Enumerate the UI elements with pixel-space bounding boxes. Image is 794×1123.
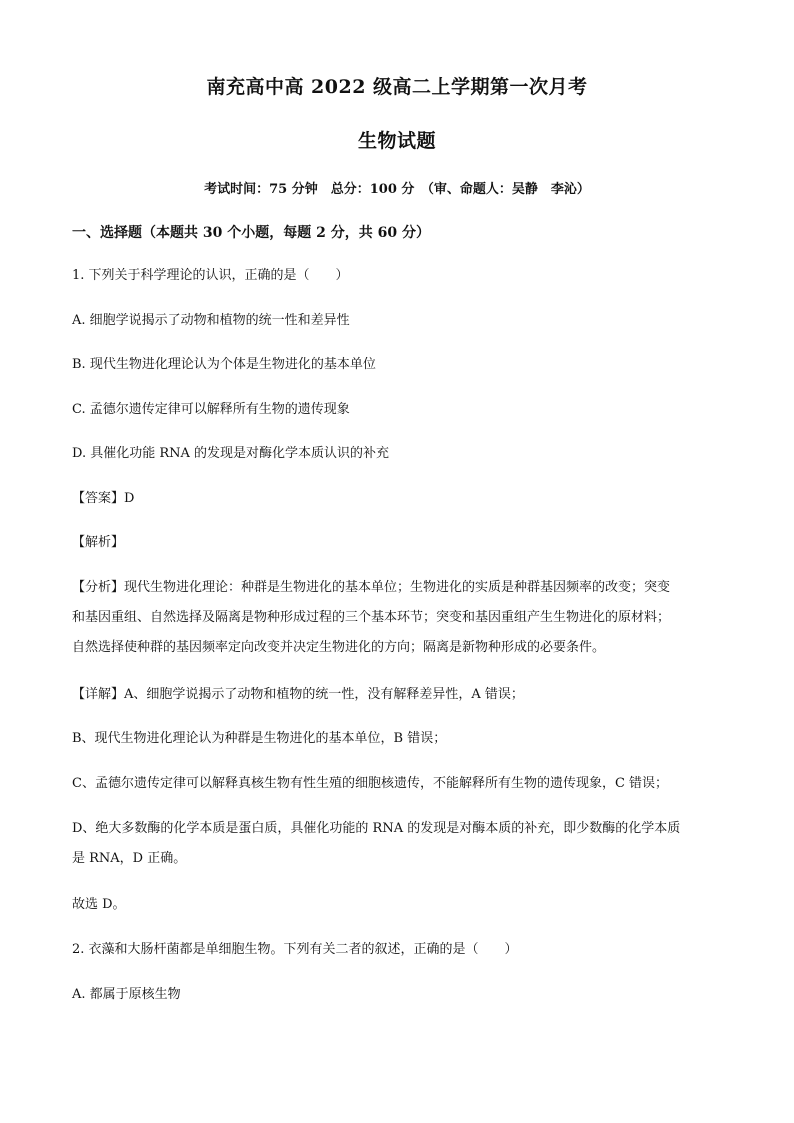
question-2-stem: 2. 衣藻和大肠杆菌都是单细胞生物。下列有关二者的叙述，正确的是（ ） bbox=[72, 942, 518, 957]
question-1-analysis-label: 【解析】 bbox=[72, 535, 125, 550]
detail-line-5: 是 RNA，D 正确。 bbox=[72, 851, 187, 866]
detail-line-3: C、孟德尔遗传定律可以解释真核生物有性生殖的细胞核遗传，不能解释所有生物的遗传现象，C 错误； bbox=[72, 776, 669, 791]
question-1-option-a: A. 细胞学说揭示了动物和植物的统一性和差异性 bbox=[72, 313, 350, 328]
question-1-option-b: B. 现代生物进化理论认为个体是生物进化的基本单位 bbox=[72, 357, 376, 372]
analysis-line-3: 自然选择使种群的基因频率定向改变并决定生物进化的方向；隔离是新物种形成的必要条件。 bbox=[72, 640, 606, 655]
question-1-answer: 【答案】D bbox=[72, 491, 135, 506]
exam-meta: 考试时间：75 分钟 总分：100 分 （审、命题人：吴静 李沁） bbox=[204, 182, 590, 197]
question-2-option-a: A. 都属于原核生物 bbox=[72, 987, 181, 1002]
detail-line-2: B、现代生物进化理论认为种群是生物进化的基本单位，B 错误； bbox=[72, 731, 447, 746]
question-1-option-c: C. 孟德尔遗传定律可以解释所有生物的遗传现象 bbox=[72, 402, 350, 417]
exam-subject: 生物试题 bbox=[357, 130, 436, 152]
exam-title: 南充高中高 2022 级高二上学期第一次月考 bbox=[206, 76, 588, 98]
detail-line-4: D、绝大多数酶的化学本质是蛋白质，具催化功能的 RNA 的发现是对酶本质的补充，即少数酶的化学本质 bbox=[72, 821, 681, 836]
question-1-stem: 1. 下列关于科学理论的认识，正确的是（ ） bbox=[72, 268, 349, 283]
analysis-line-1: 【分析】现代生物进化理论：种群是生物进化的基本单位；生物进化的实质是种群基因频率的改变；突变 bbox=[72, 580, 671, 595]
section-title: 一、选择题（本题共 30 个小题，每题 2 分，共 60 分） bbox=[72, 225, 430, 241]
question-1-option-d: D. 具催化功能 RNA 的发现是对酶化学本质认识的补充 bbox=[72, 446, 390, 461]
question-1-conclusion: 故选 D。 bbox=[72, 897, 126, 912]
analysis-line-2: 和基因重组、自然选择及隔离是物种形成过程的三个基本环节；突变和基因重组产生生物进化的原材料； bbox=[72, 610, 671, 625]
detail-line-1: 【详解】A、细胞学说揭示了动物和植物的统一性，没有解释差异性，A 错误； bbox=[72, 687, 524, 702]
